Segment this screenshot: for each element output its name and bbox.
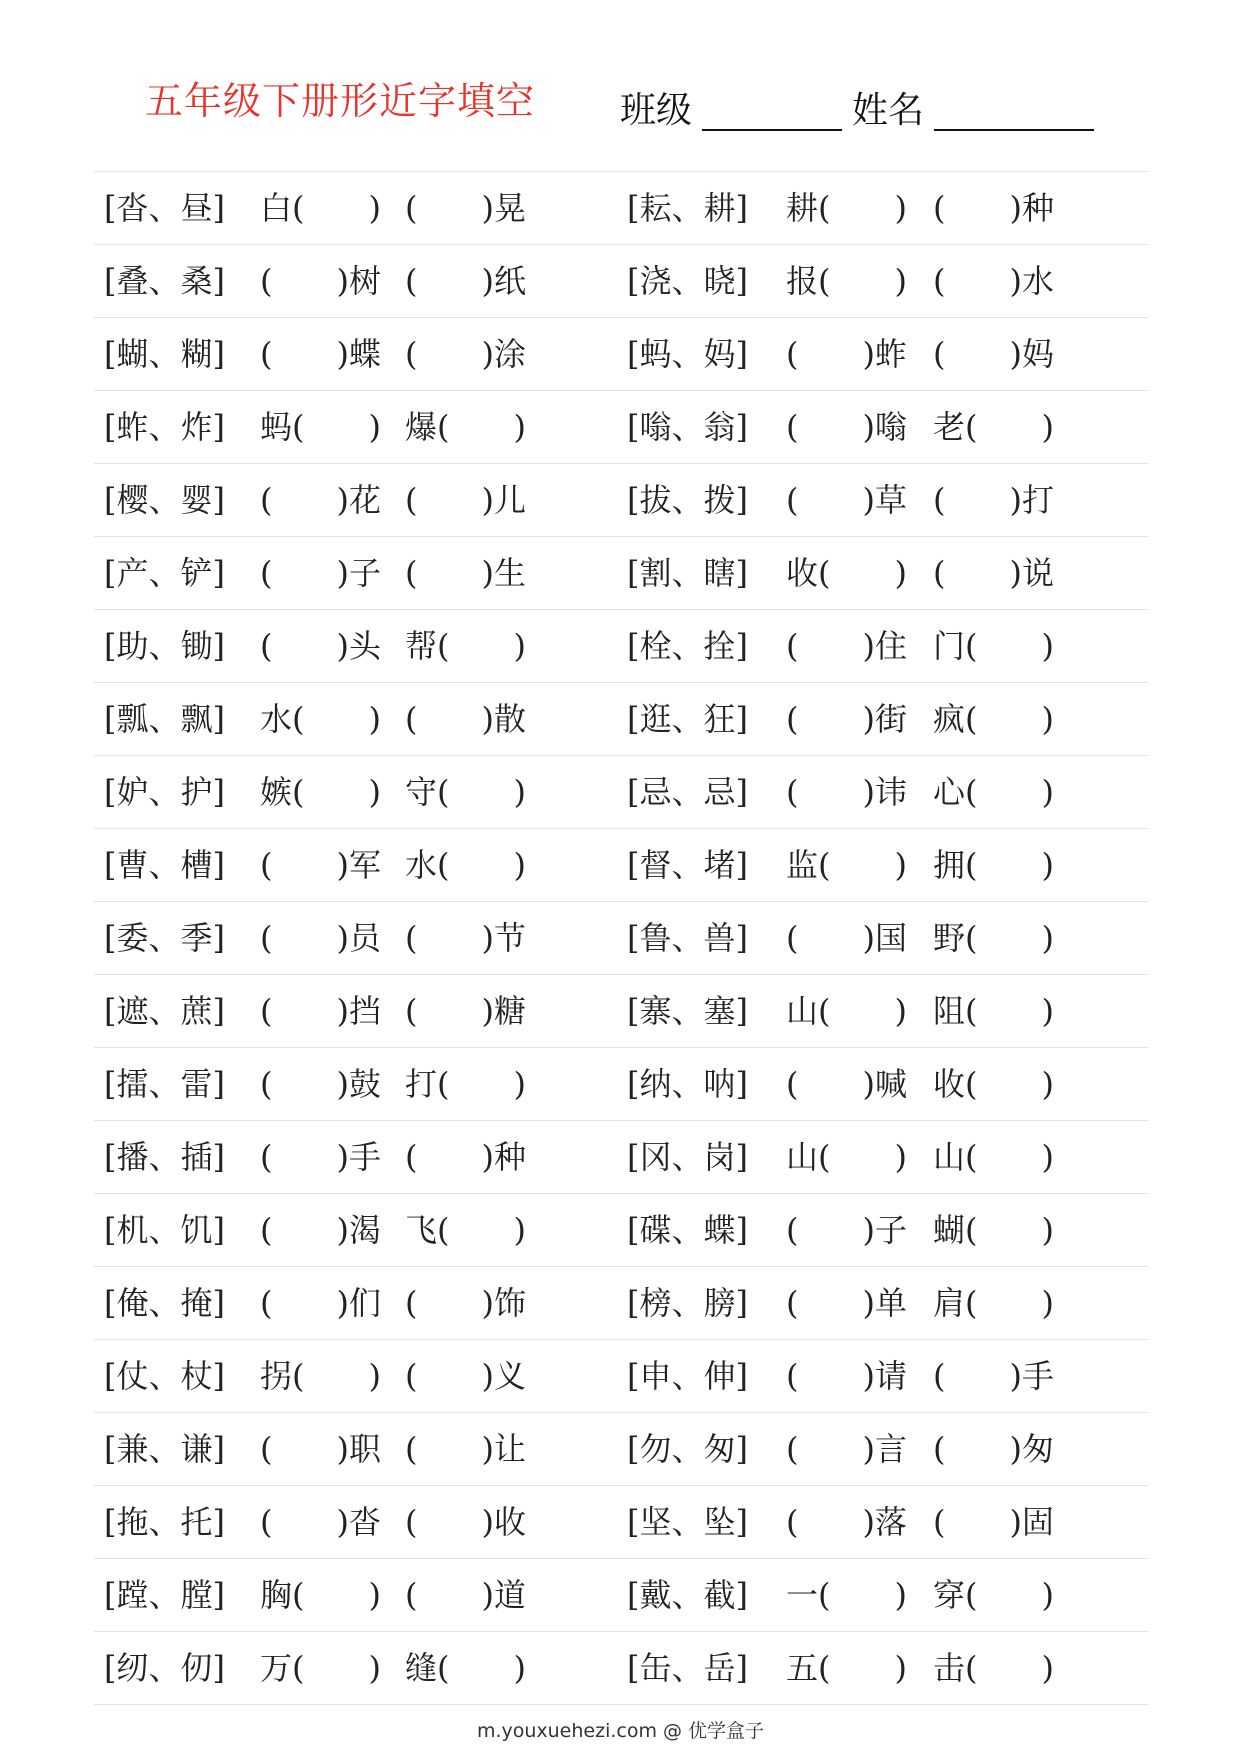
right-char-pair: [勿、匆] — [627, 1430, 748, 1468]
right-fill-blank-b[interactable]: ( )妈 — [933, 335, 1054, 373]
right-fill-blank-b[interactable]: 山( ) — [933, 1138, 1054, 1176]
exercise-row — [94, 1121, 1148, 1194]
right-char-pair: [申、伸] — [627, 1357, 748, 1395]
right-fill-blank-b[interactable]: 心( ) — [933, 773, 1054, 811]
right-fill-blank-b[interactable]: ( )种 — [933, 189, 1054, 227]
exercise-row — [94, 537, 1148, 610]
left-char-pair: [仗、杖] — [104, 1357, 225, 1395]
right-fill-blank-b[interactable]: 拥( ) — [933, 846, 1054, 884]
right-char-pair: [浇、晓] — [627, 262, 748, 300]
left-fill-blank-a[interactable]: ( )子 — [260, 554, 381, 592]
left-char-pair: [叠、桑] — [104, 262, 225, 300]
name-label: 姓名 — [852, 90, 925, 131]
exercise-row — [94, 1194, 1148, 1267]
left-fill-blank-a[interactable]: 水( ) — [260, 700, 381, 738]
left-fill-blank-a[interactable]: 万( ) — [260, 1649, 381, 1687]
exercise-row — [94, 172, 1148, 245]
right-fill-blank-a[interactable]: 监( ) — [786, 846, 907, 884]
right-fill-blank-a[interactable]: 山( ) — [786, 992, 907, 1030]
left-fill-blank-b[interactable]: 帮( ) — [405, 627, 526, 665]
right-fill-blank-b[interactable]: ( )水 — [933, 262, 1054, 300]
left-fill-blank-b[interactable]: ( )收 — [405, 1503, 526, 1541]
right-char-pair: [割、瞎] — [627, 554, 748, 592]
right-fill-blank-b[interactable]: 穿( ) — [933, 1576, 1054, 1614]
left-fill-blank-a[interactable]: ( )沓 — [260, 1503, 381, 1541]
exercise-row — [94, 318, 1148, 391]
exercise-sheet — [94, 171, 1148, 1705]
left-fill-blank-b[interactable]: ( )种 — [405, 1138, 526, 1176]
right-char-pair: [栓、拴] — [627, 627, 748, 665]
footer-source: m.youxuehezi.com @ 优学盒子 — [476, 1720, 765, 1742]
exercise-row — [94, 1559, 1148, 1632]
left-char-pair: [产、铲] — [104, 554, 225, 592]
right-fill-blank-a[interactable]: 报( ) — [786, 262, 907, 300]
left-fill-blank-a[interactable]: ( )花 — [260, 481, 381, 519]
left-fill-blank-b[interactable]: 爆( ) — [405, 408, 526, 446]
left-fill-blank-a[interactable]: ( )员 — [260, 919, 381, 957]
left-fill-blank-a[interactable]: ( )职 — [260, 1430, 381, 1468]
right-fill-blank-a[interactable]: ( )国 — [786, 919, 907, 957]
right-fill-blank-a[interactable]: ( )讳 — [786, 773, 907, 811]
left-fill-blank-b[interactable]: ( )纸 — [405, 262, 526, 300]
right-char-pair: [督、堵] — [627, 846, 748, 884]
left-fill-blank-b[interactable]: ( )让 — [405, 1430, 526, 1468]
name-blank[interactable] — [934, 93, 1094, 131]
left-char-pair: [曹、槽] — [104, 846, 225, 884]
left-fill-blank-b[interactable]: ( )散 — [405, 700, 526, 738]
right-char-pair: [坚、坠] — [627, 1503, 748, 1541]
left-fill-blank-b[interactable]: ( )道 — [405, 1576, 526, 1614]
exercise-row — [94, 1413, 1148, 1486]
right-fill-blank-a[interactable]: ( )子 — [786, 1211, 907, 1249]
exercise-row — [94, 902, 1148, 975]
left-fill-blank-b[interactable]: 打( ) — [405, 1065, 526, 1103]
right-fill-blank-a[interactable]: ( )草 — [786, 481, 907, 519]
left-fill-blank-a[interactable]: 白( ) — [260, 189, 381, 227]
right-fill-blank-a[interactable]: 一( ) — [786, 1576, 907, 1614]
left-fill-blank-b[interactable]: ( )饰 — [405, 1284, 526, 1322]
left-char-pair: [纫、仞] — [104, 1649, 225, 1687]
student-info — [620, 82, 1104, 133]
left-fill-blank-b[interactable]: ( )生 — [405, 554, 526, 592]
right-char-pair: [缶、岳] — [627, 1649, 748, 1687]
left-char-pair: [妒、护] — [104, 773, 225, 811]
left-fill-blank-b[interactable]: 飞( ) — [405, 1211, 526, 1249]
right-fill-blank-b[interactable]: 老( ) — [933, 408, 1054, 446]
left-fill-blank-b[interactable]: ( )晃 — [405, 189, 526, 227]
right-char-pair: [碟、蝶] — [627, 1211, 748, 1249]
exercise-row — [94, 391, 1148, 464]
left-fill-blank-b[interactable]: ( )糖 — [405, 992, 526, 1030]
exercise-row — [94, 1048, 1148, 1121]
right-char-pair: [寨、塞] — [627, 992, 748, 1030]
left-fill-blank-a[interactable]: ( )蝶 — [260, 335, 381, 373]
right-char-pair: [拔、拨] — [627, 481, 748, 519]
right-fill-blank-a[interactable]: ( )嗡 — [786, 408, 907, 446]
right-fill-blank-b[interactable]: ( )固 — [933, 1503, 1054, 1541]
right-fill-blank-a[interactable]: 耕( ) — [786, 189, 907, 227]
left-fill-blank-a[interactable]: ( )渴 — [260, 1211, 381, 1249]
class-label: 班级 — [620, 90, 693, 131]
right-fill-blank-a[interactable]: ( )蚱 — [786, 335, 907, 373]
left-fill-blank-b[interactable]: ( )儿 — [405, 481, 526, 519]
left-fill-blank-a[interactable]: ( )手 — [260, 1138, 381, 1176]
left-char-pair: [助、锄] — [104, 627, 225, 665]
right-fill-blank-b[interactable]: 野( ) — [933, 919, 1054, 957]
right-char-pair: [冈、岗] — [627, 1138, 748, 1176]
left-fill-blank-a[interactable]: 胸( ) — [260, 1576, 381, 1614]
right-fill-blank-b[interactable]: 阻( ) — [933, 992, 1054, 1030]
right-fill-blank-a[interactable]: ( )请 — [786, 1357, 907, 1395]
left-char-pair: [拖、托] — [104, 1503, 225, 1541]
right-char-pair: [蚂、妈] — [627, 335, 748, 373]
left-fill-blank-a[interactable]: 蚂( ) — [260, 408, 381, 446]
right-fill-blank-a[interactable]: ( )单 — [786, 1284, 907, 1322]
right-char-pair: [戴、截] — [627, 1576, 748, 1614]
left-char-pair: [蚱、炸] — [104, 408, 225, 446]
right-fill-blank-b[interactable]: 疯( ) — [933, 700, 1054, 738]
exercise-row — [94, 245, 1148, 318]
left-char-pair: [遮、蔗] — [104, 992, 225, 1030]
exercise-row — [94, 1267, 1148, 1340]
left-fill-blank-a[interactable]: 拐( ) — [260, 1357, 381, 1395]
right-char-pair: [鲁、兽] — [627, 919, 748, 957]
left-fill-blank-b[interactable]: 水( ) — [405, 846, 526, 884]
left-char-pair: [蹚、膛] — [104, 1576, 225, 1614]
left-fill-blank-b[interactable]: ( )节 — [405, 919, 526, 957]
right-fill-blank-a[interactable]: ( )喊 — [786, 1065, 907, 1103]
right-char-pair: [嗡、翁] — [627, 408, 748, 446]
right-fill-blank-b[interactable]: 蝴( ) — [933, 1211, 1054, 1249]
right-fill-blank-b[interactable]: 收( ) — [933, 1065, 1054, 1103]
right-fill-blank-b[interactable]: ( )说 — [933, 554, 1054, 592]
right-fill-blank-a[interactable]: 收( ) — [786, 554, 907, 592]
left-fill-blank-a[interactable]: ( )鼓 — [260, 1065, 381, 1103]
right-fill-blank-a[interactable]: 山( ) — [786, 1138, 907, 1176]
right-fill-blank-b[interactable]: ( )打 — [933, 481, 1054, 519]
left-char-pair: [委、季] — [104, 919, 225, 957]
page-title: 五年级下册形近字填空 — [145, 79, 536, 123]
right-char-pair: [逛、狂] — [627, 700, 748, 738]
left-char-pair: [蝴、糊] — [104, 335, 225, 373]
right-fill-blank-a[interactable]: 五( ) — [786, 1649, 907, 1687]
right-char-pair: [榜、膀] — [627, 1284, 748, 1322]
right-char-pair: [耘、耕] — [627, 189, 748, 227]
left-char-pair: [俺、掩] — [104, 1284, 225, 1322]
right-fill-blank-b[interactable]: 肩( ) — [933, 1284, 1054, 1322]
left-fill-blank-b[interactable]: 守( ) — [405, 773, 526, 811]
left-char-pair: [播、插] — [104, 1138, 225, 1176]
left-char-pair: [瓢、飘] — [104, 700, 225, 738]
right-char-pair: [纳、呐] — [627, 1065, 748, 1103]
left-char-pair: [兼、谦] — [104, 1430, 225, 1468]
left-char-pair: [樱、婴] — [104, 481, 225, 519]
left-fill-blank-a[interactable]: ( )们 — [260, 1284, 381, 1322]
right-fill-blank-a[interactable]: ( )街 — [786, 700, 907, 738]
exercise-row — [94, 829, 1148, 902]
left-fill-blank-a[interactable]: ( )树 — [260, 262, 381, 300]
right-fill-blank-b[interactable]: 门( ) — [933, 627, 1054, 665]
left-fill-blank-a[interactable]: 嫉( ) — [260, 773, 381, 811]
exercise-row — [94, 1486, 1148, 1559]
right-fill-blank-b[interactable]: ( )匆 — [933, 1430, 1054, 1468]
exercise-row — [94, 756, 1148, 829]
class-blank[interactable] — [702, 93, 842, 131]
left-fill-blank-b[interactable]: ( )义 — [405, 1357, 526, 1395]
exercise-row — [94, 975, 1148, 1048]
exercise-row — [94, 610, 1148, 683]
right-fill-blank-a[interactable]: ( )住 — [786, 627, 907, 665]
exercise-row — [94, 1632, 1148, 1705]
left-char-pair: [擂、雷] — [104, 1065, 225, 1103]
right-fill-blank-b[interactable]: 击( ) — [933, 1649, 1054, 1687]
right-fill-blank-a[interactable]: ( )言 — [786, 1430, 907, 1468]
right-char-pair: [忌、忌] — [627, 773, 748, 811]
exercise-row — [94, 464, 1148, 537]
left-fill-blank-b[interactable]: ( )涂 — [405, 335, 526, 373]
left-fill-blank-a[interactable]: ( )军 — [260, 846, 381, 884]
left-fill-blank-a[interactable]: ( )头 — [260, 627, 381, 665]
left-char-pair: [沓、昼] — [104, 189, 225, 227]
left-fill-blank-a[interactable]: ( )挡 — [260, 992, 381, 1030]
exercise-row — [94, 1340, 1148, 1413]
left-char-pair: [机、饥] — [104, 1211, 225, 1249]
left-fill-blank-b[interactable]: 缝( ) — [405, 1649, 526, 1687]
exercise-row — [94, 683, 1148, 756]
right-fill-blank-b[interactable]: ( )手 — [933, 1357, 1054, 1395]
right-fill-blank-a[interactable]: ( )落 — [786, 1503, 907, 1541]
